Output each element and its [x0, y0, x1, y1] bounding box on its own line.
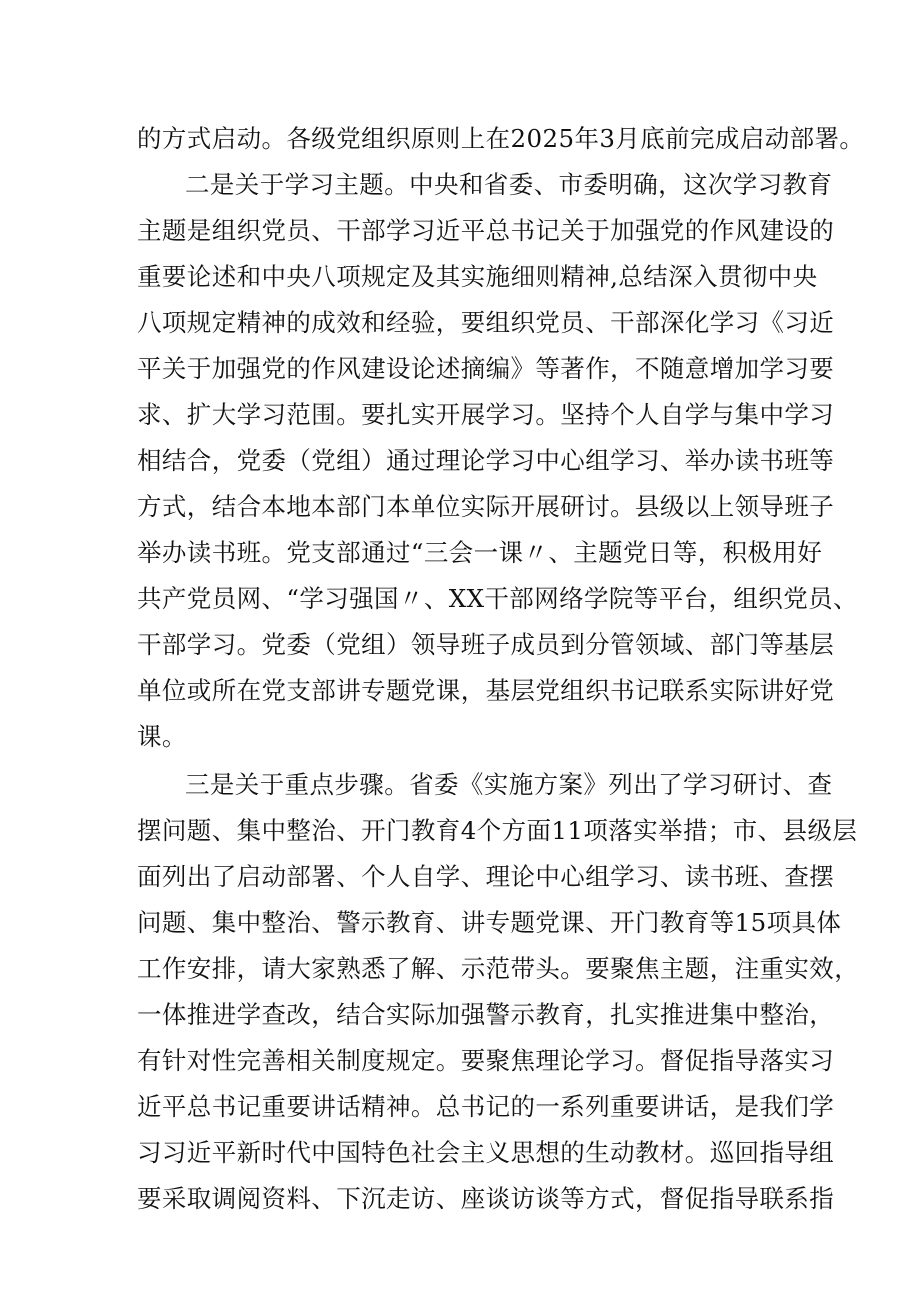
text-line: 共产党员网、“学习强国〃、XX干部网络学院等平台，组织党员、	[137, 584, 858, 613]
text-line: 面列出了启动部署、个人自学、理论中心组学习、读书班、查摆	[137, 862, 835, 891]
text-line: 近平总书记重要讲话精神。总书记的一系列重要讲话，是我们学	[137, 1092, 835, 1121]
text-line: 相结合，党委（党组）通过理论学习中心组学习、举办读书班等	[137, 446, 835, 475]
text-line: 课。	[137, 722, 187, 751]
text-line: 方式，结合本地本部门本单位实际开展研讨。县级以上领导班子	[137, 492, 835, 521]
text-line: 习习近平新时代中国特色社会主义思想的生动教材。巡回指导组	[137, 1138, 835, 1167]
text-line: 重要论述和中央八项规定及其实施细则精神,总结深入贯彻中央	[137, 262, 818, 291]
text-line: 一体推进学查改，结合实际加强警示教育，扎实推进集中整治，	[137, 1000, 835, 1029]
text-line: 有针对性完善相关制度规定。要聚焦理论学习。督促指导落实习	[137, 1046, 835, 1075]
text-line: 工作安排，请大家熟悉了解、示范带头。要聚焦主题，注重实效，	[137, 954, 860, 983]
paragraph-first-line: 二是关于学习主题。中央和省委、市委明确，这次学习教育	[185, 170, 833, 199]
text-line: 摆问题、集中整治、开门教育4个方面11项落实举措；市、县级层	[137, 816, 858, 845]
paragraph-first-line: 三是关于重点步骤。省委《实施方案》列出了学习研讨、查	[185, 770, 833, 799]
text-line: 要采取调阅资料、下沉走访、座谈访谈等方式，督促指导联系指	[137, 1184, 835, 1213]
text-line: 八项规定精神的成效和经验，要组织党员、干部深化学习《习近	[137, 308, 835, 337]
text-line: 的方式启动。各级党组织原则上在2025年3月底前完成启动部署。	[137, 124, 865, 153]
text-line: 平关于加强党的作风建设论述摘编》等著作，不随意增加学习要	[137, 354, 835, 383]
text-line: 单位或所在党支部讲专题党课，基层党组织书记联系实际讲好党	[137, 676, 835, 705]
text-line: 问题、集中整治、警示教育、讲专题党课、开门教育等15项具体	[137, 908, 842, 937]
text-line: 干部学习。党委（党组）领导班子成员到分管领域、部门等基层	[137, 630, 835, 659]
text-line: 举办读书班。党支部通过“三会一课〃、主题党日等，积极用好	[137, 538, 823, 567]
text-line: 主题是组织党员、干部学习近平总书记关于加强党的作风建设的	[137, 216, 835, 245]
text-line: 求、扩大学习范围。要扎实开展学习。坚持个人自学与集中学习	[137, 400, 835, 429]
